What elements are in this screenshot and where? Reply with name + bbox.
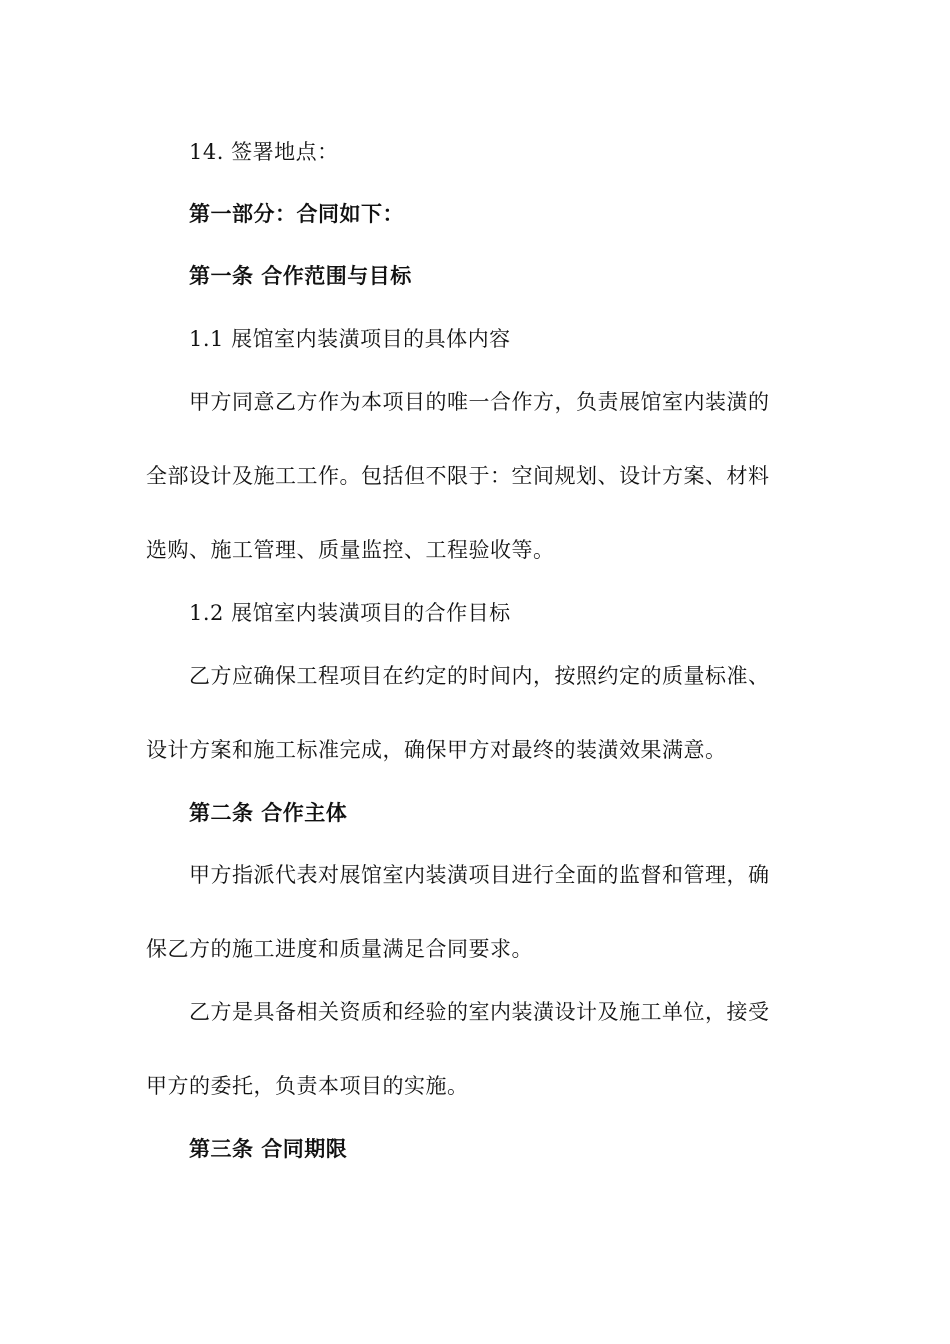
article-three-heading: 第三条 合同期限 (189, 1137, 348, 1161)
paragraph-line: 设计方案和施工标准完成，确保甲方对最终的装潢效果满意。 (146, 738, 727, 762)
signing-location-item: 14. 签署地点： (189, 140, 339, 164)
paragraph-line: 全部设计及施工工作。包括但不限于：空间规划、设计方案、材料 (146, 464, 770, 488)
section-1-2-heading: 1.2 展馆室内装潢项目的合作目标 (189, 601, 511, 625)
section-1-1-heading: 1.1 展馆室内装潢项目的具体内容 (189, 327, 511, 351)
paragraph-line: 选购、施工管理、质量监控、工程验收等。 (146, 538, 555, 562)
paragraph-line: 甲方同意乙方作为本项目的唯一合作方，负责展馆室内装潢的 (189, 390, 770, 414)
paragraph-line: 乙方是具备相关资质和经验的室内装潢设计及施工单位，接受 (189, 1000, 770, 1024)
part-one-heading: 第一部分：合同如下： (189, 202, 404, 226)
paragraph-line: 甲方指派代表对展馆室内装潢项目进行全面的监督和管理，确 (189, 863, 770, 887)
article-one-heading: 第一条 合作范围与目标 (189, 264, 412, 288)
paragraph-line: 保乙方的施工进度和质量满足合同要求。 (146, 937, 533, 961)
paragraph-line: 甲方的委托，负责本项目的实施。 (146, 1074, 469, 1098)
article-two-heading: 第二条 合作主体 (189, 801, 348, 825)
paragraph-line: 乙方应确保工程项目在约定的时间内，按照约定的质量标准、 (189, 664, 770, 688)
